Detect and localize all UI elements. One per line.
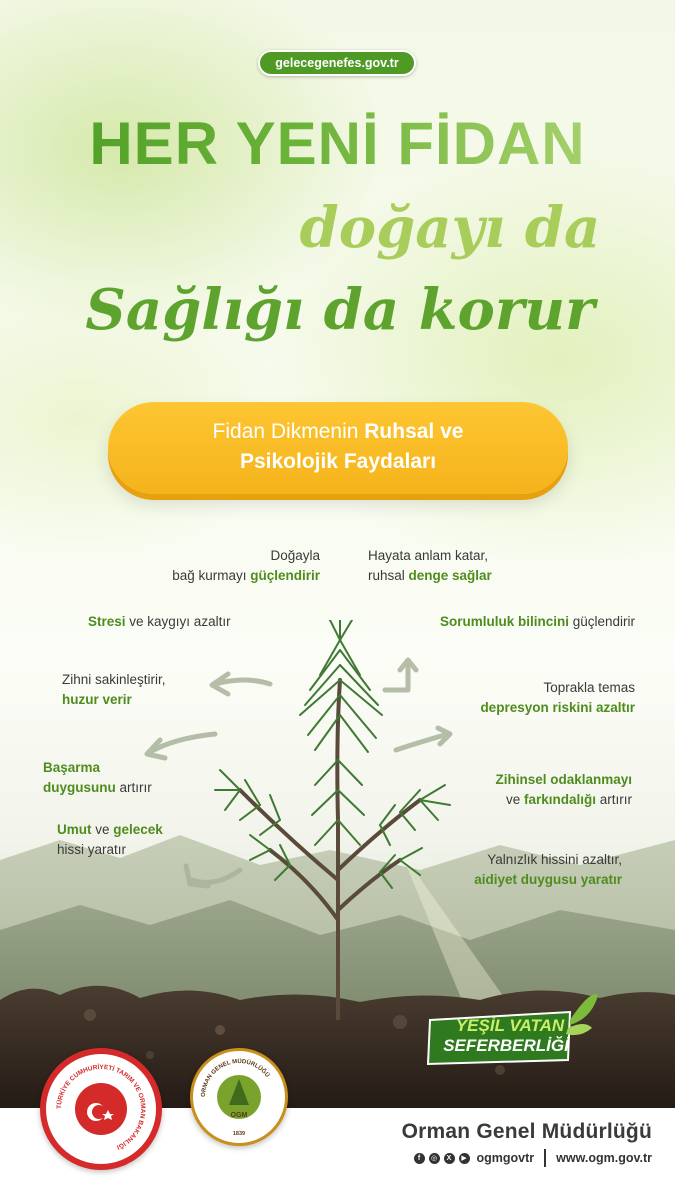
instagram-icon[interactable]: ◎ — [429, 1153, 440, 1164]
headline-line-3: Sağlığı da korur — [85, 277, 595, 343]
ministry-emblem-icon — [46, 1054, 156, 1164]
benefit-depression: Toprakla temas depresyon riskini azaltır — [480, 680, 635, 715]
social-row — [360, 1148, 652, 1168]
benefit-achievement: Başarma duygusunu artırır — [43, 760, 152, 795]
benefit-nature-bond: Doğayla bağ kurmayı güçlendirir — [172, 548, 320, 583]
svg-text:TÜRKİYE CUMHURİYETİ TARIM VE O: TÜRKİYE CUMHURİYETİ TARIM VE ORMAN BAKANLIĞI — [55, 1063, 147, 1151]
benefit-focus: Zihinsel odaklanmayı ve farkındalığı artırır — [495, 772, 632, 807]
facebook-icon[interactable]: f — [414, 1153, 425, 1164]
benefits-banner — [108, 402, 568, 494]
svg-text:ORMAN GENEL MÜDÜRLÜĞÜ: ORMAN GENEL MÜDÜRLÜĞÜ — [200, 1058, 271, 1098]
benefit-hope: Umut ve gelecek hissi yaratır — [57, 822, 163, 857]
pine-sapling — [200, 620, 460, 1020]
youtube-icon[interactable]: ▶ — [459, 1153, 470, 1164]
x-icon[interactable]: X — [444, 1153, 455, 1164]
banner-text-bold: Ruhsal ve — [364, 420, 464, 443]
headline-line-2: doğayı da — [299, 195, 601, 261]
headline-line-1: HER YENİ FİDAN — [0, 108, 675, 180]
ogm-logo — [190, 1048, 288, 1146]
social-handle[interactable]: ogmgovtr — [476, 1151, 535, 1165]
benefit-stress: Stresi ve kaygıyı azaltır — [88, 614, 231, 629]
website-link[interactable]: www.ogm.gov.tr — [556, 1151, 652, 1165]
badge-line-1: YEŞİL VATAN — [455, 1016, 565, 1035]
benefit-responsibility: Sorumluluk bilincini güçlendirir — [439, 614, 635, 629]
footer-divider — [544, 1149, 546, 1167]
badge-line-2: SEFERBERLİĞİ — [443, 1036, 569, 1055]
svg-text:OGM: OGM — [230, 1112, 248, 1119]
benefit-calm-mind: Zihni sakinleştirir, huzur verir — [62, 672, 166, 707]
ogm-emblem-icon — [193, 1051, 285, 1143]
organization-name: Orman Genel Müdürlüğü — [401, 1120, 652, 1143]
benefit-belonging: Yalnızlık hissini azaltır, aidiyet duygusu yaratır — [474, 852, 622, 887]
svg-text:1839: 1839 — [232, 1131, 246, 1137]
ministry-logo — [40, 1048, 162, 1170]
website-url-pill[interactable]: gelecegenefes.gov.tr — [258, 50, 416, 76]
benefit-meaning: Hayata anlam katar, ruhsal denge sağlar — [368, 548, 492, 583]
banner-text-bold-2: Psikolojik Faydaları — [239, 450, 437, 473]
banner-text-plain: Fidan Dikmenin — [212, 420, 365, 443]
